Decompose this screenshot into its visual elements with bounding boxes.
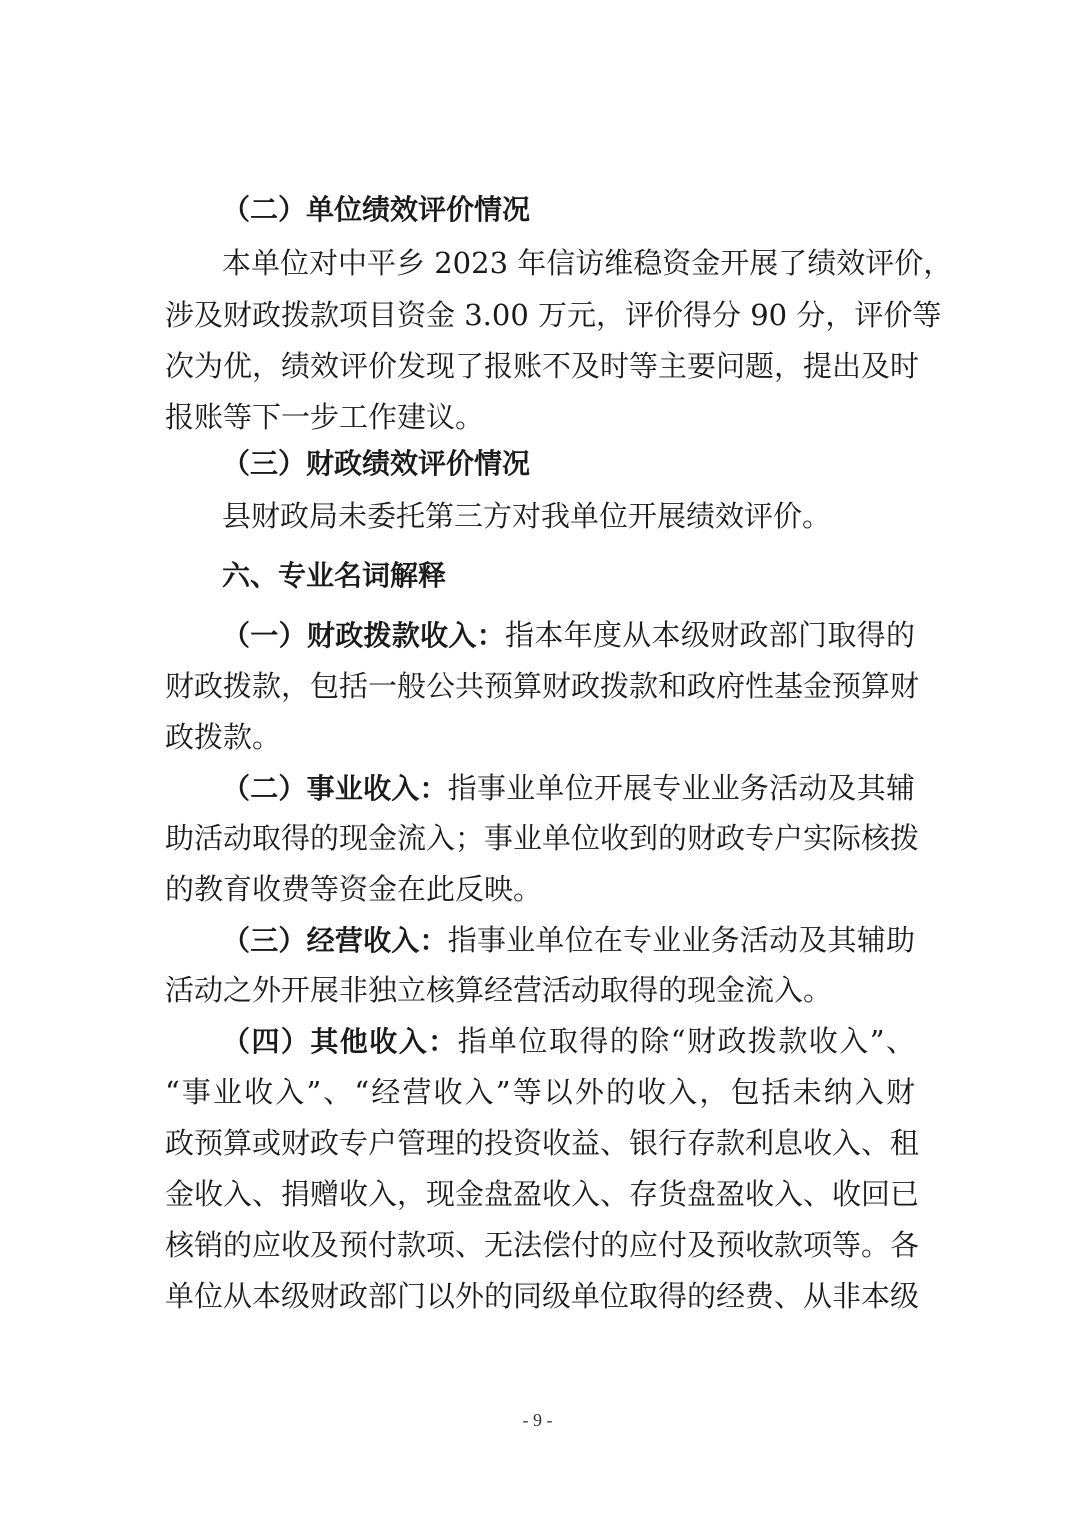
term-first-line <box>222 920 915 960</box>
term-text: 指事业单位开展专业业务活动及其辅 <box>447 771 915 805</box>
term-label: （三）经营收入： <box>222 924 448 957</box>
paragraph-line: 活动之外开展非独立核算经营活动取得的现金流入。 <box>165 973 833 1007</box>
term-label: （一）财政拨款收入： <box>222 619 506 652</box>
term-first-line <box>222 615 915 655</box>
section-heading: （三）财政绩效评价情况 <box>222 447 531 480</box>
paragraph-line: 的教育收费等资金在此反映。 <box>165 872 543 906</box>
paragraph-line: 政拨款。 <box>165 720 282 754</box>
term-text: 指单位取得的除“财政拨款收入”、 <box>457 1024 915 1058</box>
term-text: 指事业单位在专业业务活动及其辅助 <box>447 923 915 957</box>
term-first-line <box>222 768 915 808</box>
paragraph-line: 本单位对中平乡 2023 年信访维稳资金开展了绩效评价， <box>222 246 953 280</box>
paragraph-line: 政预算或财政专户管理的投资收益、银行存款利息收入、租 <box>165 1126 920 1160</box>
paragraph-line: 金收入、捐赠收入，现金盘盈收入、存货盘盈收入、收回已 <box>165 1177 920 1211</box>
paragraph-line: 助活动取得的现金流入；事业单位收到的财政专户实际核拨 <box>165 821 920 855</box>
term-label: （四）其他收入： <box>222 1025 458 1058</box>
paragraph-line: 涉及财政拨款项目资金 3.00 万元，评价得分 90 分，评价等 <box>165 298 942 332</box>
term-label: （二）事业收入： <box>222 772 448 805</box>
paragraph-line: 报账等下一步工作建议。 <box>165 400 485 434</box>
paragraph-line: 县财政局未委托第三方对我单位开展绩效评价。 <box>222 499 832 533</box>
paragraph-line: 次为优，绩效评价发现了报账不及时等主要问题，提出及时 <box>165 349 920 383</box>
paragraph-line: 核销的应收及预付款项、无法偿付的应付及预收款项等。各 <box>165 1228 920 1262</box>
term-text: 指本年度从本级财政部门取得的 <box>505 618 915 652</box>
paragraph-line: “事业收入”、“经营收入”等以外的收入，包括未纳入财 <box>165 1075 915 1109</box>
term-first-line <box>222 1021 915 1061</box>
chapter-heading: 六、专业名词解释 <box>222 559 447 592</box>
paragraph-line: 财政拨款，包括一般公共预算财政拨款和政府性基金预算财 <box>165 669 920 703</box>
page-number: - 9 - <box>522 1410 553 1430</box>
paragraph-line: 单位从本级财政部门以外的同级单位取得的经费、从非本级 <box>165 1279 920 1313</box>
section-heading: （二）单位绩效评价情况 <box>222 193 531 226</box>
